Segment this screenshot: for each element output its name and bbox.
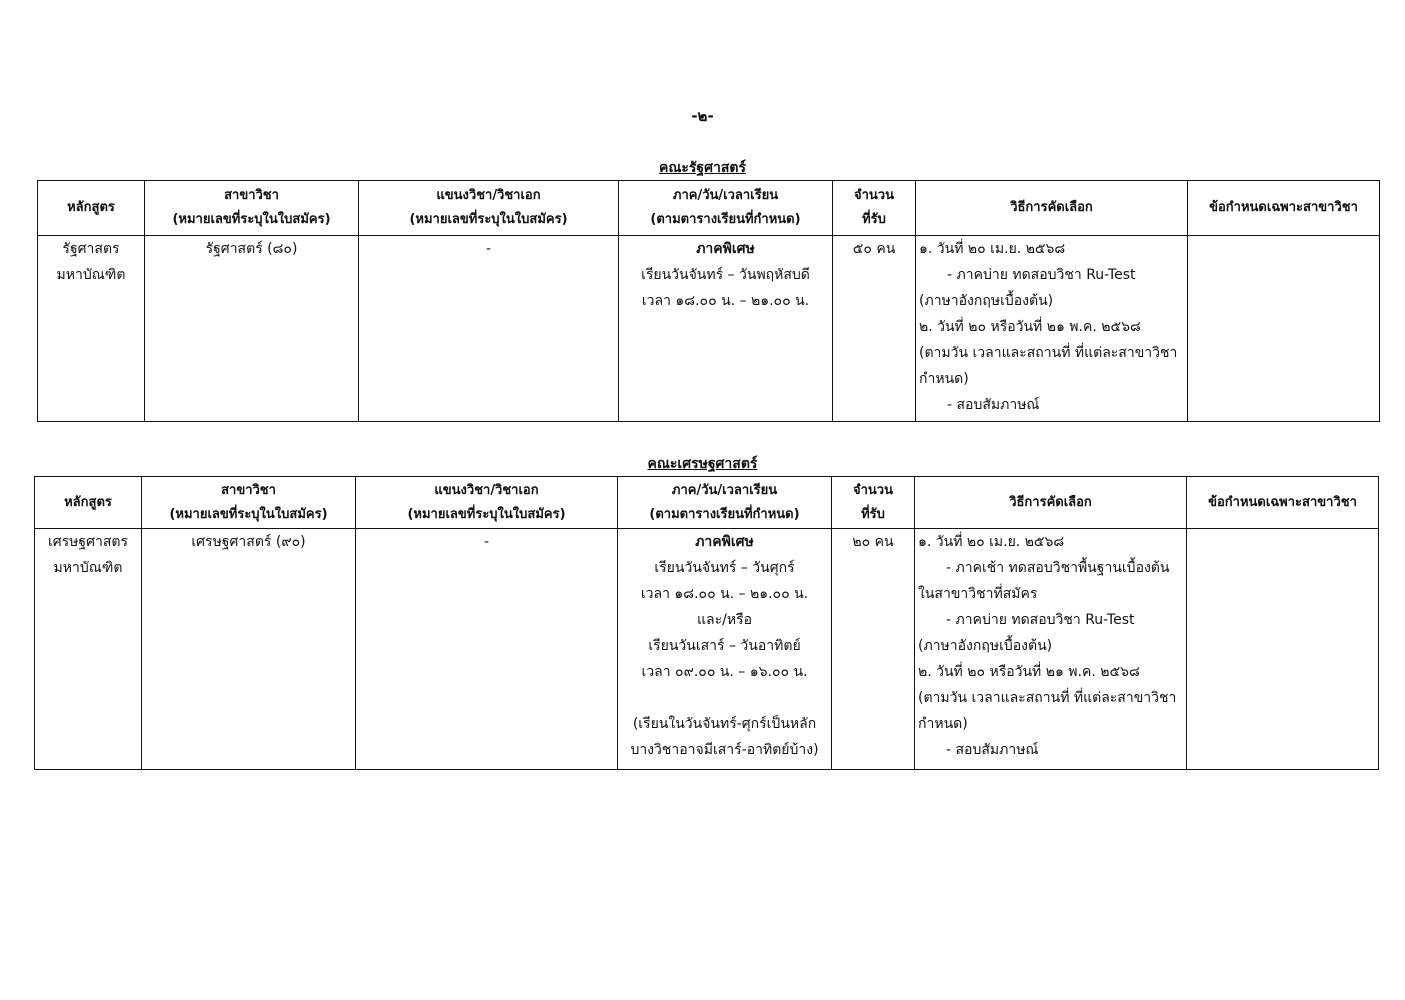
- faculty-title: คณะเศรษฐศาสตร์: [647, 456, 758, 472]
- selection-cell: ๑. วันที่ ๒๐ เม.ย. ๒๕๖๘ - ภาคบ่าย ทดสอบวิชา Ru-Test (ภาษาอังกฤษเบื้องต้น) ๒. วันที่ ๒๐ หรือวันที่ ๒๑ พ.ค. ๒๕๖๘ (ตามวัน เวลาและสถานที่ ที่แต่ละสาขาวิชา กำหนด) - สอบสัมภาษณ์: [916, 236, 1188, 422]
- header-row: [38, 181, 1380, 236]
- table-row: [38, 236, 1380, 422]
- header-program: หลักสูตร: [35, 477, 142, 529]
- table-row: [35, 529, 1379, 770]
- header-branch: แขนงวิชา/วิชาเอก (หมายเลขที่ระบุในใบสมัคร): [359, 181, 619, 236]
- major-cell: เศรษฐศาสตร์ (๙๐): [142, 529, 356, 770]
- selection-cell: ๑. วันที่ ๒๐ เม.ย. ๒๕๖๘ - ภาคเช้า ทดสอบวิชาพื้นฐานเบื้องต้น ในสาขาวิชาที่สมัคร - ภาคบ่าย ทดสอบวิชา Ru-Test (ภาษาอังกฤษเบื้องต้น) ๒. วันที่ ๒๐ หรือวันที่ ๒๑ พ.ค. ๒๕๖๘ (ตามวัน เวลาและสถานที่ ที่แต่ละสาขาวิชา กำหนด) - สอบสัมภาษณ์: [915, 529, 1187, 770]
- header-schedule: ภาค/วัน/เวลาเรียน (ตามตารางเรียนที่กำหนด): [618, 477, 832, 529]
- faculty-title: คณะรัฐศาสตร์: [658, 160, 747, 176]
- header-program: หลักสูตร: [38, 181, 145, 236]
- header-requirements: ข้อกำหนดเฉพาะสาขาวิชา: [1188, 181, 1380, 236]
- program-cell: เศรษฐศาสตร มหาบัณฑิต: [35, 529, 142, 770]
- quota-cell: ๒๐ คน: [832, 529, 915, 770]
- program-cell: รัฐศาสตร มหาบัณฑิต: [38, 236, 145, 422]
- header-quota: จำนวน ที่รับ: [832, 477, 915, 529]
- header-requirements: ข้อกำหนดเฉพาะสาขาวิชา: [1187, 477, 1379, 529]
- major-cell: รัฐศาสตร์ (๘๐): [145, 236, 359, 422]
- branch-cell: -: [359, 236, 619, 422]
- schedule-cell: ภาคพิเศษ เรียนวันจันทร์ – วันพฤหัสบดี เวลา ๑๘.๐๐ น. – ๒๑.๐๐ น.: [619, 236, 833, 422]
- requirements-cell: [1188, 236, 1380, 422]
- header-branch: แขนงวิชา/วิชาเอก (หมายเลขที่ระบุในใบสมัคร): [356, 477, 618, 529]
- header-major: สาขาวิชา (หมายเลขที่ระบุในใบสมัคร): [145, 181, 359, 236]
- branch-cell: -: [356, 529, 618, 770]
- header-selection: วิธีการคัดเลือก: [916, 181, 1188, 236]
- schedule-cell: ภาคพิเศษ เรียนวันจันทร์ – วันศุกร์ เวลา ๑๘.๐๐ น. – ๒๑.๐๐ น. และ/หรือ เรียนวันเสาร์ – วันอาทิตย์ เวลา ๐๙.๐๐ น. – ๑๖.๐๐ น. (เรียนในวันจันทร์-ศุกร์เป็นหลัก บางวิชาอาจมีเสาร์-อาทิตย์บ้าง): [618, 529, 832, 770]
- page-number: -๒-: [691, 107, 714, 125]
- header-selection: วิธีการคัดเลือก: [915, 477, 1187, 529]
- header-row: [35, 477, 1379, 529]
- quota-cell: ๕๐ คน: [833, 236, 916, 422]
- header-quota: จำนวน ที่รับ: [833, 181, 916, 236]
- header-major: สาขาวิชา (หมายเลขที่ระบุในใบสมัคร): [142, 477, 356, 529]
- header-schedule: ภาค/วัน/เวลาเรียน (ตามตารางเรียนที่กำหนด): [619, 181, 833, 236]
- requirements-cell: [1187, 529, 1379, 770]
- course-table: [37, 180, 1380, 422]
- course-table: [34, 476, 1379, 770]
